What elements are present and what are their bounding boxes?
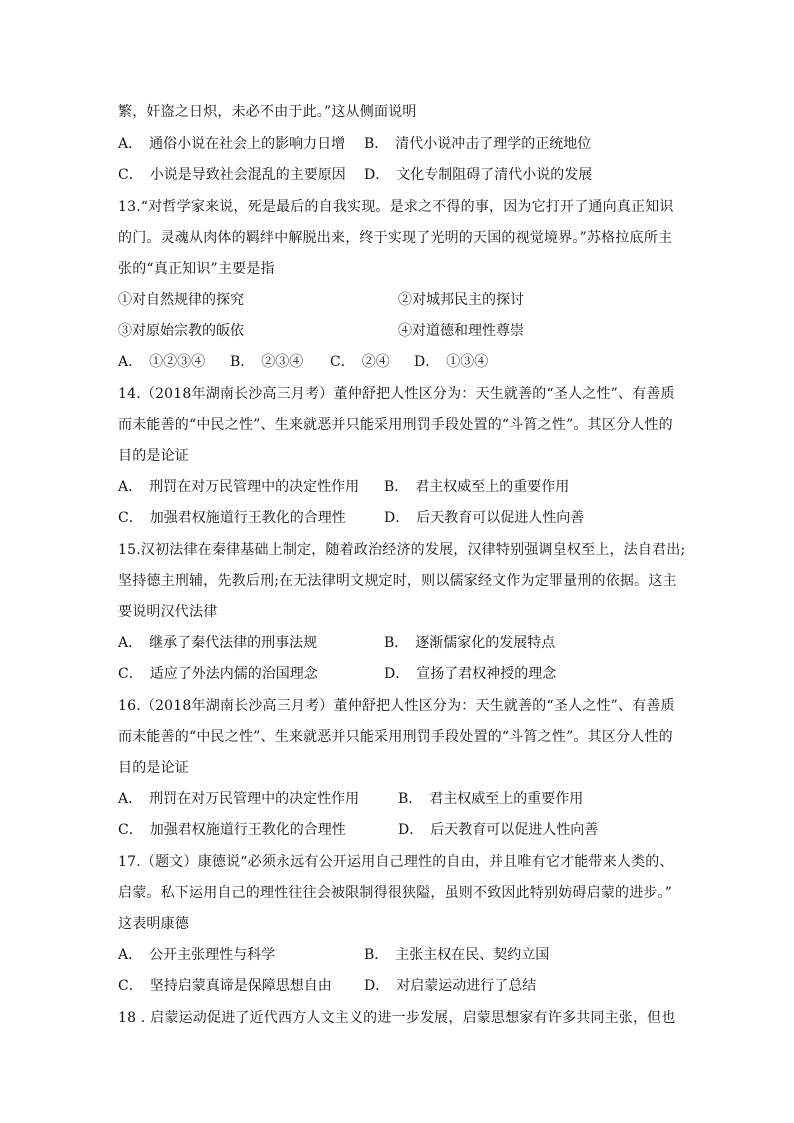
q13-line-3: 张的“真正知识”主要是指 xyxy=(118,261,275,277)
q14-line-2: 而未能善的“中民之性”、生来就恶并只能采用刑罚手段处置的“斗筲之性”。其区分人性的 xyxy=(118,417,673,433)
q14-line-1: 14.（2018年湖南长沙高三月考）董仲舒把人性区分为：天生就善的“圣人之性”、有善质 xyxy=(118,386,675,402)
q15-line-2: 坚持德主刑辅，先教后刑;在无法律明文规定时，则以儒家经文作为定罪量刑的依据。这主 xyxy=(118,573,677,589)
q17-line-3: 这表明康德 xyxy=(118,916,189,932)
q13-item-1: ①对自然规律的探究 xyxy=(118,292,244,308)
q13-line-2: 的门。灵魂从肉体的羁绊中解脱出来，终于实现了光明的天国的视觉境界。”苏格拉底所主 xyxy=(118,230,673,246)
q16-option-b: B． 君主权威至上的重要作用 xyxy=(398,791,584,807)
q15-option-a: A． 继承了秦代法律的刑事法规 xyxy=(118,635,318,651)
q18-line-1: 18 . 启蒙运动促进了近代西方人文主义的进一步发展，启蒙思想家有许多共同主张，但也 xyxy=(118,1010,676,1026)
q14-line-3: 目的是论证 xyxy=(118,448,189,464)
q17-line-2: 启蒙。私下运用自己的理性往往会被限制得很狭隘，虽则不致因此特别妨碍启蒙的进步。” xyxy=(118,885,673,901)
q13-item-3: ③对原始宗教的皈依 xyxy=(118,323,244,339)
q12-option-d: D． 文化专制阻碍了清代小说的发展 xyxy=(364,167,593,183)
q15-option-d: D． 宣扬了君权神授的理念 xyxy=(384,666,557,682)
q13-option-a: A． ①②③④ xyxy=(118,354,206,370)
q15-option-b: B． 逐渐儒家化的发展特点 xyxy=(384,635,556,651)
q14-option-c: C． 加强君权施道行王教化的合理性 xyxy=(118,510,346,526)
q12-option-c: C． 小说是导致社会混乱的主要原因 xyxy=(118,167,346,183)
q17-option-b: B． 主张主权在民、契约立国 xyxy=(364,947,550,963)
q12-option-a: A． 通俗小说在社会上的影响力日增 xyxy=(118,136,346,152)
q13-item-2: ②对城邦民主的探讨 xyxy=(398,292,524,308)
q13-option-b: B． ②③④ xyxy=(230,354,304,370)
q14-option-b: B． 君主权威至上的重要作用 xyxy=(384,479,570,495)
q17-line-1: 17.（题文）康德说“必须永远有公开运用自己理性的自由，并且唯有它才能带来人类的、 xyxy=(118,854,674,870)
q16-line-3: 目的是论证 xyxy=(118,760,189,776)
q13-item-4: ④对道德和理性尊崇 xyxy=(398,323,524,339)
q14-option-a: A． 刑罚在对万民管理中的决定性作用 xyxy=(118,479,360,495)
q17-option-c: C． 坚持启蒙真谛是保障思想自由 xyxy=(118,978,332,994)
q14-option-d: D． 后天教育可以促进人性向善 xyxy=(384,510,585,526)
q15-line-1: 15.汉初法律在秦律基础上制定，随着政治经济的发展，汉律特别强调皇权至上，法自君出; xyxy=(118,542,686,558)
q15-option-c: C． 适应了外法内儒的治国理念 xyxy=(118,666,318,682)
q16-option-d: D． 后天教育可以促进人性向善 xyxy=(398,822,599,838)
q12-option-b: B． 清代小说冲击了理学的正统地位 xyxy=(364,136,592,152)
q17-option-d: D． 对启蒙运动进行了总结 xyxy=(364,978,537,994)
q15-line-3: 要说明汉代法律 xyxy=(118,604,218,620)
q16-line-2: 而未能善的“中民之性”、生来就恶并只能采用刑罚手段处置的“斗筲之性”。其区分人性的 xyxy=(118,729,673,745)
q17-option-a: A． 公开主张理性与科学 xyxy=(118,947,276,963)
q13-line-1: 13.“对哲学家来说，死是最后的自我实现。是求之不得的事，因为它打开了通向真正知识 xyxy=(118,199,674,215)
q16-option-c: C． 加强君权施道行王教化的合理性 xyxy=(118,822,346,838)
q12-stem-tail: 繁，奸盗之日炽，未必不由于此。”这从侧面说明 xyxy=(118,104,417,120)
q16-option-a: A． 刑罚在对万民管理中的决定性作用 xyxy=(118,791,360,807)
q16-line-1: 16.（2018年湖南长沙高三月考）董仲舒把人性区分为：天生就善的“圣人之性”、有善质 xyxy=(118,698,675,714)
q13-option-d: D． ①③④ xyxy=(414,354,489,370)
q13-option-c: C． ②④ xyxy=(330,354,390,370)
